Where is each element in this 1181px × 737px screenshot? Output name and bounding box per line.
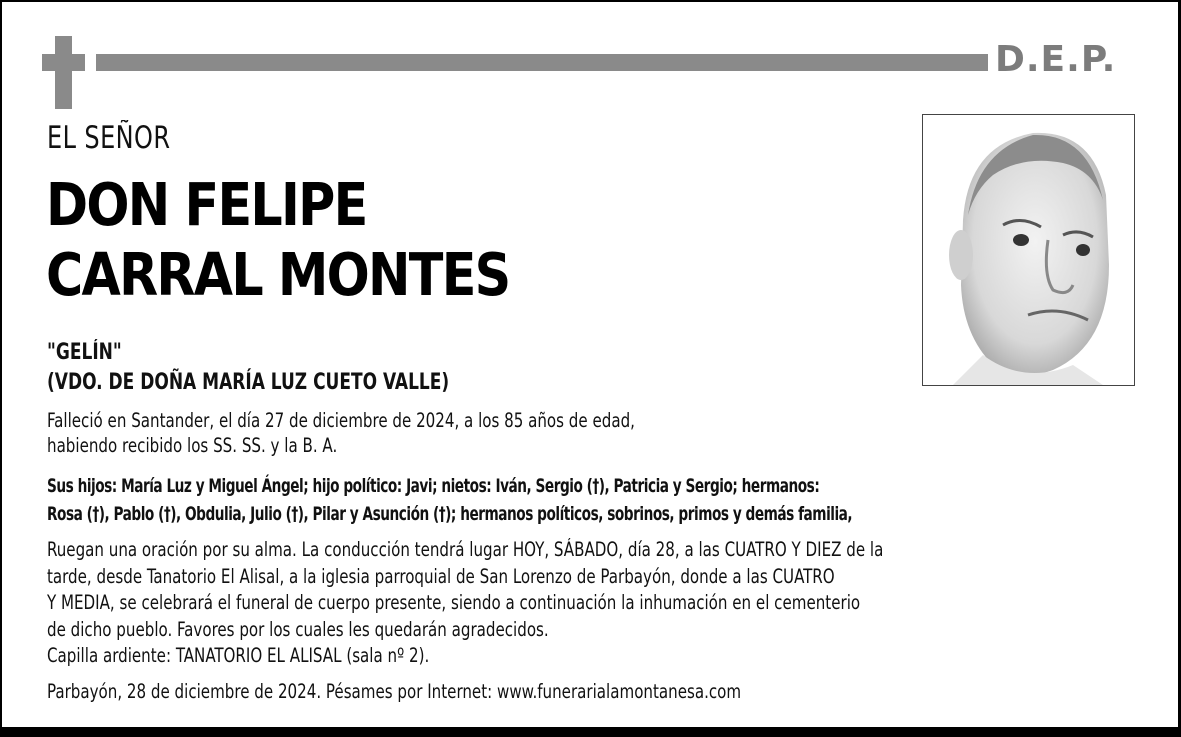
deceased-name-line2: CARRAL MONTES xyxy=(46,240,510,309)
service-details xyxy=(47,537,883,670)
family-list xyxy=(47,472,852,528)
cross-icon-horizontal-bar xyxy=(42,54,85,71)
family-list-line2: Rosa (†), Pablo (†), Obdulia, Julio (†), Pilar y Asunción (†); hermanos políticos, sobrinos, primos y demás familia, xyxy=(47,503,853,525)
death-notice-line1: Falleció en Santander, el día 27 de diciembre de 2024, a los 85 años de edad, xyxy=(47,409,635,432)
bottom-border-bar xyxy=(0,727,1181,737)
death-notice-line2: habiendo recibido los SS. SS. y la B. A. xyxy=(47,434,338,457)
portrait-photo xyxy=(922,114,1135,386)
honorific-prefix: EL SEÑOR xyxy=(47,120,171,156)
service-line4: de dicho pueblo. Favores por los cuales les quedarán agradecidos. xyxy=(47,617,549,641)
death-notice xyxy=(47,408,635,458)
footer-condolences: Parbayón, 28 de diciembre de 2024. Pésames por Internet: www.funerarialamontanesa.com xyxy=(47,680,742,703)
cross-icon-vertical-bar xyxy=(55,36,72,109)
service-line1: Ruegan una oración por su alma. La conducción tendrá lugar HOY, SÁBADO, día 28, a las CUATRO Y DIEZ de la xyxy=(47,538,884,561)
nickname: "GELÍN" xyxy=(47,340,122,365)
header-rule xyxy=(96,54,988,71)
dep-label: D.E.P. xyxy=(995,39,1117,80)
portrait-photo-illustration xyxy=(923,115,1134,385)
nickname-and-spouse xyxy=(47,338,449,398)
spouse-note: (VDO. DE DOÑA MARÍA LUZ CUETO VALLE) xyxy=(47,370,450,395)
service-line5: Capilla ardiente: TANATORIO EL ALISAL (sala nº 2). xyxy=(47,644,430,667)
family-list-line1: Sus hijos: María Luz y Miguel Ángel; hijo político: Javi; nietos: Iván, Sergio (†), Patricia y Sergio; hermanos: xyxy=(47,475,820,497)
service-line3: Y MEDIA, se celebrará el funeral de cuerpo presente, siendo a continuación la inhumación en el cementerio xyxy=(47,591,861,614)
deceased-name-line1: DON FELIPE xyxy=(46,170,367,239)
service-line2: tarde, desde Tanatorio El Alisal, a la iglesia parroquial de San Lorenzo de Parbayón, donde a las CUATRO xyxy=(47,564,835,588)
deceased-name xyxy=(46,170,509,310)
